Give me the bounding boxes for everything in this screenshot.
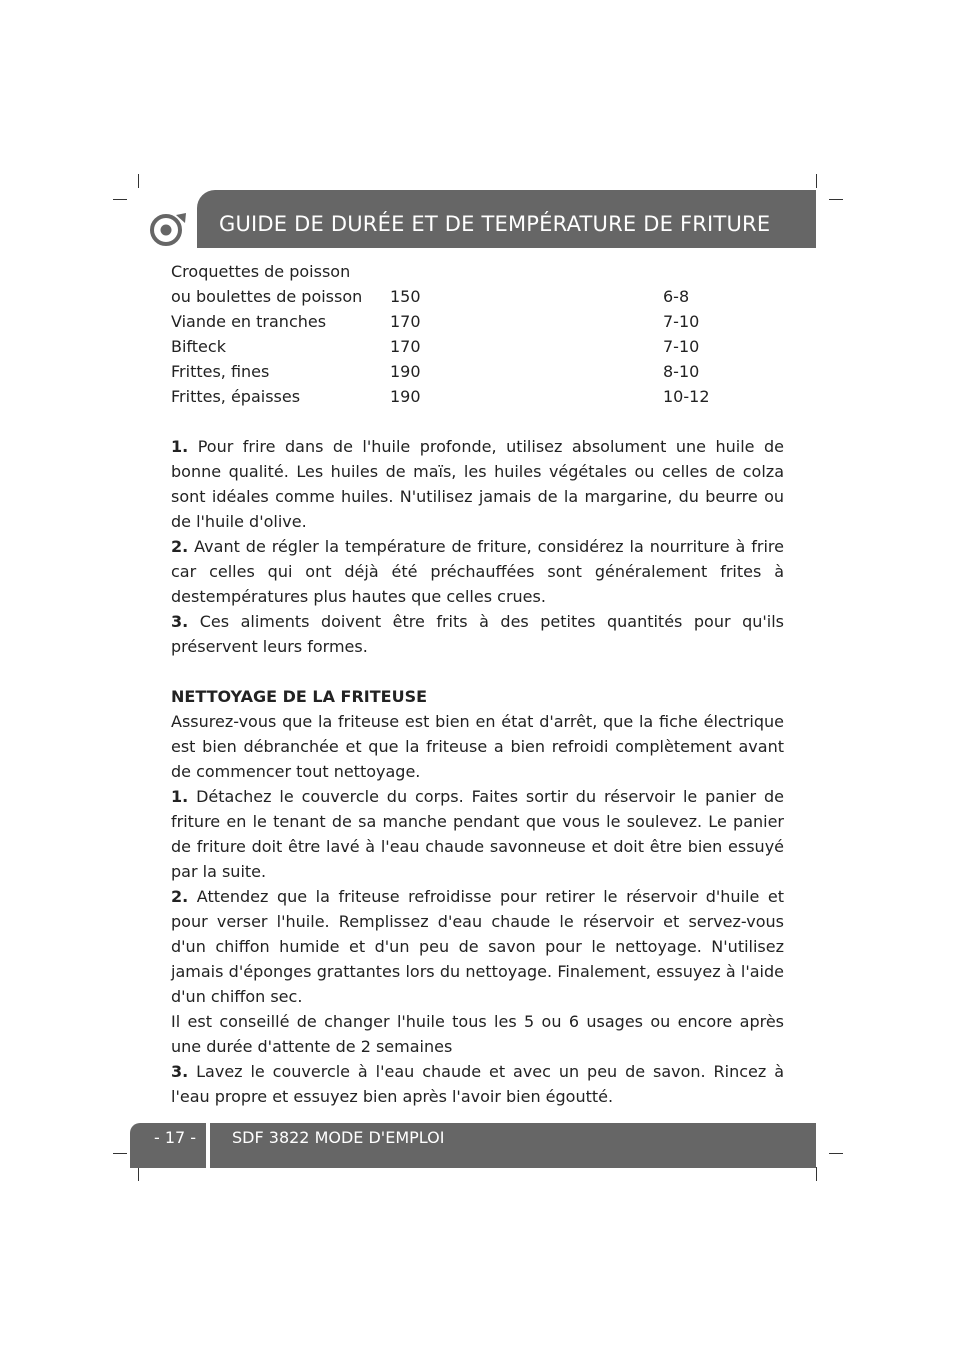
food-cell: ou boulettes de poisson [171,287,363,306]
document-title: SDF 3822 MODE D'EMPLOI [232,1128,445,1147]
table-row [171,309,784,334]
cleaning-note: Il est conseillé de changer l'huile tous les 5 ou 6 usages ou encore après une durée d'attente de 2 semaines [171,1012,784,1056]
time-cell: 7-10 [663,337,700,356]
brand-logo-icon [149,212,187,246]
footer-doc-box [210,1123,816,1168]
tip-number: 3. [171,612,189,631]
food-cell: Viande en tranches [171,312,327,331]
header-bar [197,190,816,248]
cleaning-step [171,784,784,884]
temperature-cell: 150 [390,287,421,306]
temperature-cell: 190 [390,387,421,406]
crop-mark [113,199,127,200]
section-heading: NETTOYAGE DE LA FRITEUSE [171,687,428,706]
temperature-cell: 170 [390,337,421,356]
tip-text: Ces aliments doivent être frits à des petites quantités pour qu'ils préservent leurs formes. [171,612,784,656]
tip-text: Avant de régler la température de friture, considérez la nourriture à frire car celles qui ont déjà été préchauffées sont généralement frites à destempératures plus hautes que celles crues. [171,537,784,606]
cleaning-step [171,1059,784,1109]
frying-table [171,259,784,409]
cleaning-step [171,884,784,1009]
page-title: GUIDE DE DURÉE ET DE TEMPÉRATURE DE FRITURE [219,212,771,236]
main-content [171,259,784,1109]
crop-mark [816,1167,817,1181]
tip-paragraph [171,534,784,609]
step-number: 2. [171,887,189,906]
crop-mark [816,174,817,188]
food-cell: Frittes, fines [171,362,270,381]
tip-number: 2. [171,537,189,556]
food-cell: Bifteck [171,337,226,356]
footer-page-box [130,1123,206,1168]
crop-mark [138,1167,139,1181]
step-number: 3. [171,1062,189,1081]
tip-number: 1. [171,437,189,456]
table-row [171,359,784,384]
time-cell: 7-10 [663,312,700,331]
tip-text: Pour frire dans de l'huile profonde, utilisez absolument une huile de bonne qualité. Les huiles de maïs, les huiles végétales ou celles de colza sont idéales comme huiles. N'utilisez jamais de la margarine, du beurre ou de l'huile d'olive. [171,437,784,531]
food-cell: Croquettes de poisson [171,262,351,281]
tip-paragraph [171,434,784,534]
step-text: Détachez le couvercle du corps. Faites sortir du réservoir le panier de friture en le tenant de sa manche pendant que vous le soulevez. Le panier de friture doit être lavé à l'eau chaude savonneuse et doit être bien essuyé par la suite. [171,787,784,881]
time-cell: 8-10 [663,362,700,381]
time-cell: 10-12 [663,387,710,406]
tip-paragraph [171,609,784,659]
page-number: - 17 - [154,1128,197,1147]
table-row [171,334,784,359]
step-text: Attendez que la friteuse refroidisse pour retirer le réservoir d'huile et pour verser l'huile. Remplissez d'eau chaude le réservoir et servez-vous d'un chiffon humide et d'un peu de savon pour le nettoyage. N'utilisez jamais d'éponges grattantes lors du nettoyage. Finalement, essuyez à l'aide d'un chiffon sec. [171,887,784,1006]
step-number: 1. [171,787,189,806]
temperature-cell: 170 [390,312,421,331]
crop-mark [829,1153,843,1154]
crop-mark [113,1153,127,1154]
crop-mark [138,174,139,188]
cleaning-intro: Assurez-vous que la friteuse est bien en état d'arrêt, que la fiche électrique est bien débranchée et que la friteuse a bien refroidi complètement avant de commencer tout nettoyage. [171,712,784,781]
time-cell: 6-8 [663,287,690,306]
food-cell: Frittes, épaisses [171,387,301,406]
temperature-cell: 190 [390,362,421,381]
table-row [171,284,784,309]
step-text: Lavez le couvercle à l'eau chaude et avec un peu de savon. Rincez à l'eau propre et essuyez bien après l'avoir bien égoutté. [171,1062,784,1106]
table-row [171,259,784,284]
table-row [171,384,784,409]
crop-mark [829,199,843,200]
